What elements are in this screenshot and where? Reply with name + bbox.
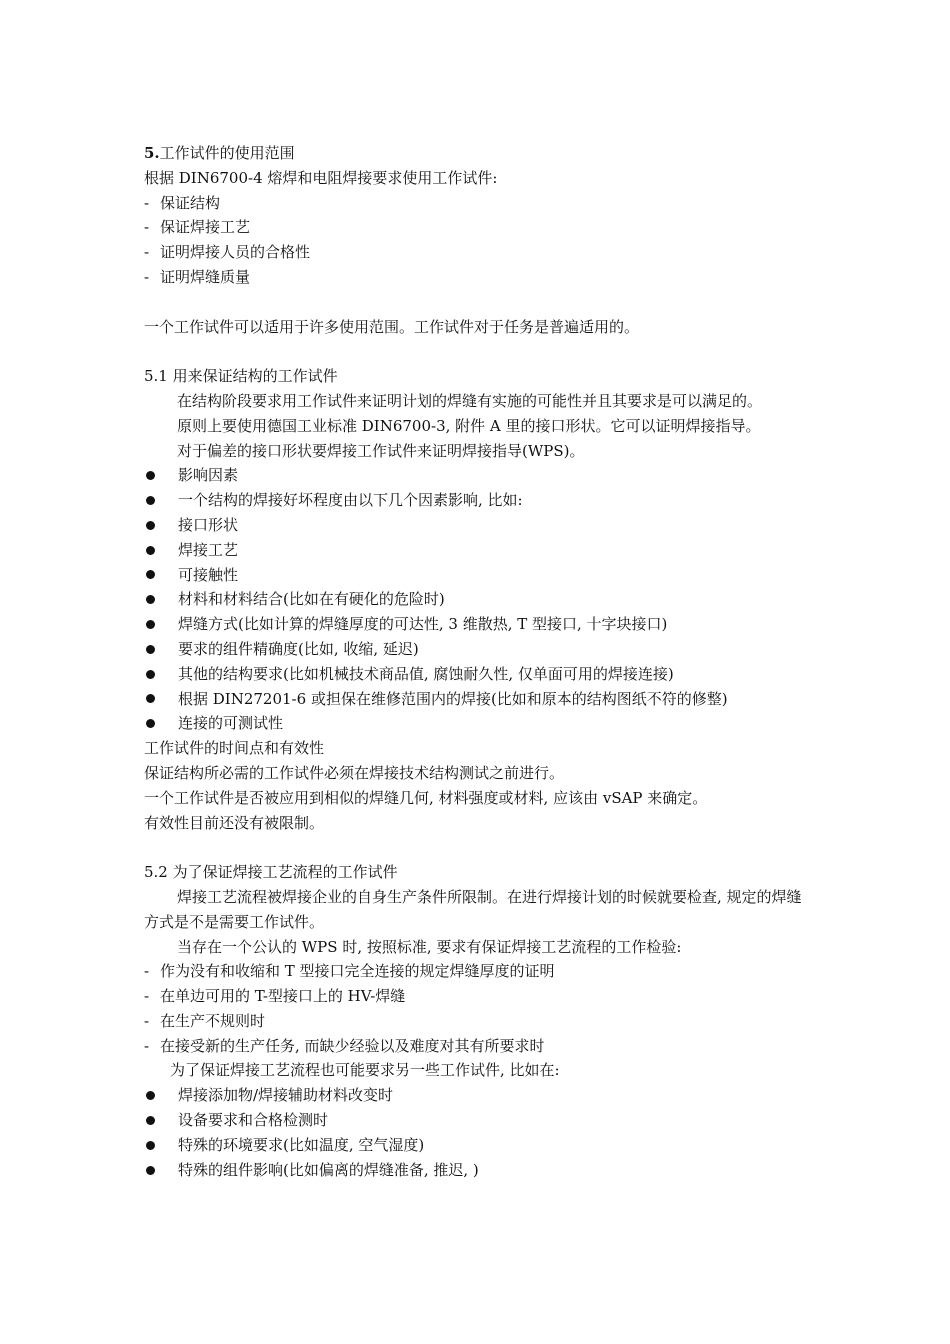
dash-item <box>144 984 812 1009</box>
section-5-1-text: 保证结构所必需的工作试件必须在焊接技术结构测试之前进行。 <box>144 763 565 782</box>
section-5-1-subheading: 工作试件的时间点和有效性 <box>144 739 325 758</box>
bullet-text: 焊缝方式(比如计算的焊缝厚度的可达性, 3 维散热, T 型接口, 十字块接口) <box>178 615 668 634</box>
bullet-icon <box>146 496 155 505</box>
bullet-item <box>144 612 812 637</box>
section-5-title: 工作试件的使用范围 <box>159 144 295 162</box>
dash-item <box>144 215 812 240</box>
paragraph-text: 焊接工艺流程被焊接企业的自身生产条件所限制。在进行焊接计划的时候就要检查, 规定的焊缝方式是不是需要工作试件。 <box>144 887 802 931</box>
bullet-item <box>144 637 812 662</box>
bullet-item <box>144 662 812 687</box>
dash-item <box>144 240 812 265</box>
bullet-item <box>144 1083 812 1108</box>
bullet-text: 材料和材料结合(比如在有硬化的危险时) <box>178 590 445 609</box>
bullet-icon <box>146 570 155 579</box>
spacer <box>144 290 812 315</box>
spacer <box>144 835 812 860</box>
spacer <box>144 339 812 364</box>
bullet-icon <box>146 1166 155 1175</box>
dash-item-text: 保证结构 <box>160 193 221 212</box>
dash-item-text: 在单边可用的 T-型接口上的 HV-焊缝 <box>160 987 406 1006</box>
dash-item <box>144 959 812 984</box>
bullet-item <box>144 513 812 538</box>
section-5-1-heading: 5.1 用来保证结构的工作试件 <box>144 367 338 386</box>
bullet-item <box>144 463 812 488</box>
bullet-text: 焊接工艺 <box>178 540 239 559</box>
section-5-1-text: 一个工作试件是否被应用到相似的焊缝几何, 材料强度或材料, 应该由 vSAP 来确定。 <box>144 788 708 807</box>
bullet-icon <box>146 1116 155 1125</box>
dash-item-text: 证明焊缝质量 <box>160 267 251 286</box>
section-5-1-paragraph-1 <box>144 389 812 414</box>
bullet-text: 接口形状 <box>178 515 239 534</box>
section-5-1-text: 有效性目前还没有被限制。 <box>144 813 325 832</box>
bullet-text: 其他的结构要求(比如机械技术商品值, 腐蚀耐久性, 仅单面可用的焊接连接) <box>178 664 674 683</box>
bullet-icon <box>146 521 155 530</box>
section-5-2-heading: 5.2 为了保证焊接工艺流程的工作试件 <box>144 863 398 882</box>
dash-item <box>144 1034 812 1059</box>
dash-mark: - <box>144 243 150 262</box>
dash-mark: - <box>144 218 150 237</box>
dash-mark: - <box>144 193 150 212</box>
bullet-text: 焊接添加物/焊接辅助材料改变时 <box>178 1086 394 1105</box>
dash-mark: - <box>144 267 150 286</box>
section-5-intro: 根据 DIN6700-4 熔焊和电阻焊接要求使用工作试件: <box>144 168 498 187</box>
dash-item <box>144 1009 812 1034</box>
dash-item-text: 作为没有和收缩和 T 型接口完全连接的规定焊缝厚度的证明 <box>160 962 555 981</box>
section-5-note: 一个工作试件可以适用于许多使用范围。工作试件对于任务是普遍适用的。 <box>144 317 640 336</box>
dash-mark: - <box>144 1011 150 1030</box>
bullet-text: 设备要求和合格检测时 <box>178 1111 329 1130</box>
section-5-2-paragraph-1 <box>144 885 812 935</box>
bullet-text: 连接的可测试性 <box>178 714 284 733</box>
dash-item-text: 在生产不规则时 <box>160 1011 266 1030</box>
bullet-item <box>144 587 812 612</box>
bullet-icon <box>146 546 155 555</box>
bullet-item <box>144 563 812 588</box>
bullet-item <box>144 538 812 563</box>
bullet-icon <box>146 719 155 728</box>
bullet-icon <box>146 645 155 654</box>
dash-item-text: 证明焊接人员的合格性 <box>160 243 311 262</box>
bullet-item <box>144 711 812 736</box>
bullet-item <box>144 1133 812 1158</box>
dash-item-text: 保证焊接工艺 <box>160 218 251 237</box>
section-5-2-paragraph-2: 当存在一个公认的 WPS 时, 按照标准, 要求有保证焊接工艺流程的工作检验: <box>177 937 682 956</box>
dash-mark: - <box>144 987 150 1006</box>
bullet-text: 一个结构的焊接好坏程度由以下几个因素影响, 比如: <box>178 491 523 510</box>
bullet-icon <box>146 670 155 679</box>
bullet-icon <box>146 595 155 604</box>
bullet-icon <box>146 471 155 480</box>
bullet-icon <box>146 1141 155 1150</box>
section-5-1-paragraph-2: 原则上要使用德国工业标准 DIN6700-3, 附件 A 里的接口形状。它可以证明焊接指导。 <box>177 416 761 435</box>
bullet-text: 可接触性 <box>178 565 239 584</box>
dash-item <box>144 265 812 290</box>
bullet-icon <box>146 694 155 703</box>
bullet-text: 特殊的环境要求(比如温度, 空气湿度) <box>178 1135 425 1154</box>
section-5-1-paragraph-3: 对于偏差的接口形状要焊接工作试件来证明焊接指导(WPS)。 <box>177 441 585 460</box>
dash-mark: - <box>144 1036 150 1055</box>
bullet-item <box>144 488 812 513</box>
dash-mark: - <box>144 962 150 981</box>
bullet-text: 影响因素 <box>178 466 239 485</box>
dash-item <box>144 191 812 216</box>
bullet-icon <box>146 1091 155 1100</box>
section-5-2-paragraph-3: 为了保证焊接工艺流程也可能要求另一些工作试件, 比如在: <box>170 1061 560 1080</box>
paragraph-text: 在结构阶段要求用工作试件来证明计划的焊缝有实施的可能性并且其要求是可以满足的。 <box>177 391 763 410</box>
section-5-heading <box>144 141 812 166</box>
dash-item-text: 在接受新的生产任务, 而缺少经验以及难度对其有所要求时 <box>160 1036 545 1055</box>
bullet-text: 根据 DIN27201-6 或担保在维修范围内的焊接(比如和原本的结构图纸不符的修整) <box>178 689 728 708</box>
section-5-number: 5. <box>144 144 160 162</box>
bullet-item <box>144 1108 812 1133</box>
bullet-text: 特殊的组件影响(比如偏离的焊缝准备, 推迟, ) <box>178 1160 479 1179</box>
document-body <box>144 141 812 1182</box>
bullet-item <box>144 1158 812 1183</box>
bullet-item <box>144 687 812 712</box>
bullet-icon <box>146 620 155 629</box>
bullet-text: 要求的组件精确度(比如, 收缩, 延迟) <box>178 639 419 658</box>
